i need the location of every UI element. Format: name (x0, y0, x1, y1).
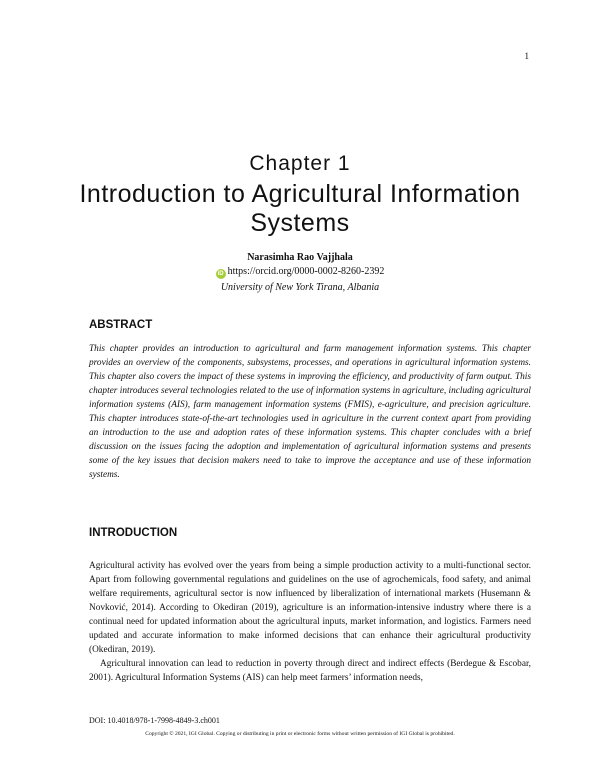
introduction-paragraph: Agricultural activity has evolved over the years from being a simple production activity to a multi-functional sector. Apart from following governmental regulations and guidelines on the use of agrochemicals, food safety, and animal welfare requirements, agricultural sector is now influenced by liberalization of international markets (Husemann & Novković, 2014). According to Okediran (2019), agriculture is an information-intensive industry where there is a continual need for updated information about the agricultural inputs, market information, and logistics. Farmers need updated and accurate information to make informed decisions that can enhance their agricultural productivity (Okediran, 2019). (89, 561, 531, 655)
copyright-notice: Copyright © 2021, IGI Global. Copying or distributing in print or electronic forms without written permission of IGI Global is prohibited. (145, 731, 455, 737)
page-number: 1 (524, 51, 529, 61)
author-affiliation: University of New York Tirana, Albania (220, 282, 380, 293)
abstract-text: This chapter provides an introduction to agricultural and farm management information systems. This chapter provides an overview of the components, subsystems, processes, and operations in agricultural information systems. This chapter also covers the impact of these systems in improving the efficiency, and productivity of farm output. This chapter introduces several technologies related to the use of information systems in agriculture, including agricultural information systems (AIS), farm management information systems (FMIS), e-agriculture, and precision agriculture. This chapter introduces state-of-the-art technologies used in agriculture in the current context apart from providing an introduction to the use and adoption rates of these information systems. This chapter concludes with a brief discussion on the issues facing the adoption and implementation of agricultural information systems and presents some of the key issues that decision makers need to take to improve the acceptance and use of these information systems. (89, 344, 531, 480)
introduction-body (89, 559, 531, 685)
author-name: Narasimha Rao Vajjhala (247, 252, 353, 263)
orcid-icon[interactable]: iD (217, 271, 224, 277)
abstract-heading: ABSTRACT (89, 319, 153, 331)
introduction-heading: INTRODUCTION (89, 527, 178, 539)
chapter-title: Introduction to Agricultural Information Systems (79, 180, 521, 237)
orcid-link[interactable]: https://orcid.org/0000-0002-8260-2392 (227, 266, 385, 277)
introduction-paragraph: Agricultural innovation can lead to reduction in poverty through direct and indirect effects (Berdegue & Escobar, 2001). Agricultural Information Systems (AIS) can help meet farmers’ information needs, (89, 659, 531, 683)
chapter-label: Chapter 1 (249, 152, 351, 175)
doi-line: DOI: 10.4018/978-1-7998-4849-3.ch001 (89, 716, 220, 725)
orcid-line (0, 266, 600, 279)
